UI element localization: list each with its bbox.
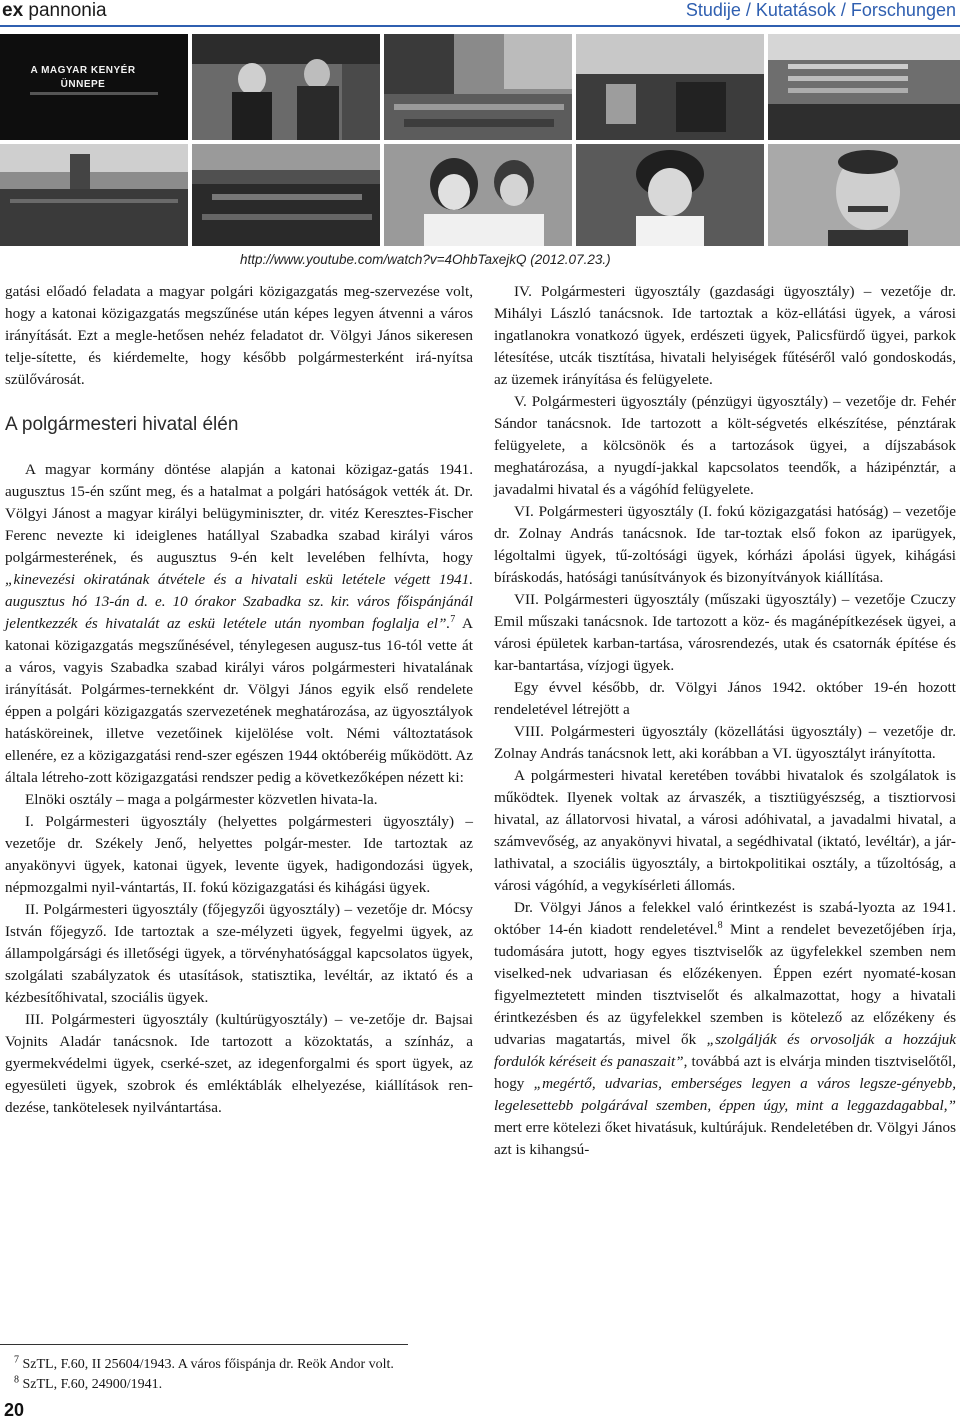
paragraph <box>494 897 956 1161</box>
film-still-officials <box>192 34 380 140</box>
section-heading: A polgármesteri hivatal élén <box>5 414 239 435</box>
quoted-text: „megértő, udvarias, emberséges legyen a város legsze-gényebb, legelesettebb polgárával szemben, éppen úgy, mint a leggazdagabbal,” <box>494 1075 956 1114</box>
paragraph: Elnöki osztály – maga a polgármester közvetlen hivata-la. <box>25 791 378 808</box>
section-title: Studije / Kutatások / Forschungen <box>685 0 956 20</box>
page-number: 20 <box>4 1400 25 1420</box>
film-still-stairs-crowd <box>768 34 960 140</box>
film-stills-grid <box>0 34 960 246</box>
film-still-title-card <box>0 34 188 140</box>
text-run: Dr. Völgyi János a felekkel való érintkezést is szabá-lyozta az 1941. október 14-én kiadott rendeletével. <box>494 899 956 938</box>
footnote-text: SzTL, F.60, II 25604/1943. A város főispánja dr. Reök Andor volt. <box>22 1357 394 1372</box>
paragraph: I. Polgármesteri ügyosztály (helyettes polgármesteri ügyosztály) – vezetője dr. Székely Jenő, helyettes polgár-mester. Ide tartoztak az anyakönyvi ügyek, katonai ügyek, levente ügyek, hadigondozási ügyek, népmozgalmi nyil-vántartás, II. fokú közigazgatási és kihágási ügyek. <box>5 813 473 896</box>
paragraph: Egy évvel később, dr. Völgyi János 1942. október 19-én hozott rendeletével létrejött a <box>494 679 956 718</box>
film-still-crowd-street <box>384 34 572 140</box>
paragraph <box>5 459 473 789</box>
quoted-text: „szolgálják és orvosolják a hozzájuk fordulók kéréseit és panaszait” <box>494 1031 956 1070</box>
page-header <box>0 0 960 28</box>
footnote-rule <box>0 1344 408 1345</box>
logo-name: pannonia <box>28 0 107 21</box>
paragraph: V. Polgármesteri ügyosztály (pénzügyi ügyosztály) – vezetője dr. Fehér Sándor tanácsnok. Ide tartozott a költ-ségvetés elkészítése, pénztárak felügyelete, a kölcsönök és a tartozások ügyei, a díjszabások meghatározása, a nyugdí-jakkal kapcsolatos teendők, a házipénztár, a javadalmi hivatal és a vágóhíd felügyelete. <box>494 393 956 498</box>
journal-logo <box>2 0 107 22</box>
paragraph: VIII. Polgármesteri ügyosztály (közellátási ügyosztály) – vezetője dr. Zolnay András tanácsnok lett, aki korábban a VI. ügyosztályt irányította. <box>494 723 956 762</box>
paragraph: VII. Polgármesteri ügyosztály (műszaki ügyosztály) – vezetője Czuczy Emil műszaki tanácsnok. Ide tartozott a köz- és magánépítkezések ügyei, a városi épületek karban-tartása, városrendezés, utak és csatornák építése és kar-bantartása, vízjogi ügyek. <box>494 591 956 674</box>
footnote-ref: 7 <box>450 613 456 625</box>
text-run: Mint a rendelet bevezetőjében írja, tudomására jutott, hogy egyes tisztviselők az ügyfelekkel szemben nem viselked-nek udvariasan és előzékenyen. Éppen ezért nyomaté-kosan figyelmeztetett minden tisztviselőt és alkalmazottat, hogy a hivatali érintkezésben és az ügyfelekkel szemben is kötelező az előzékeny és udvarias magatartás, mivel ők <box>494 921 957 1048</box>
film-still-square-crowd <box>0 144 188 246</box>
film-still-girls-portrait <box>384 144 572 246</box>
film-title-text: A MAGYAR KENYÉR ÜNNEPE <box>30 65 136 90</box>
footnote <box>14 1375 714 1395</box>
footnote-number: 8 <box>14 1374 19 1386</box>
text-run: A magyar kormány döntése alapján a katonai közigaz-gatás 1941. augusztus 15-én szűnt meg, és a hatalmat a polgári hatóságok vették át. Dr. Völgyi Jánost a magyar királyi belügyminiszter, dr. vitéz Keresztes-Fischer Ferenc nevezte ki ideiglenes hatállyal Szabadka szabad királyi város polgármesterének, és augusztus 9-én kelt levelében felhívta, hogy <box>5 461 473 566</box>
paragraph: VI. Polgármesteri ügyosztály (I. fokú közigazgatási hatóság) – vezetője dr. Zolnay András tanácsnok. Ide tar-toztak első fokon az iparügyek, légoltalmi ügyek, tű-zoltósági ügyek, kórházi ápolási ügyek, kihágási bíráskodás, hatósági tanúsítványok és bizonyítványok kiállítása. <box>494 503 956 586</box>
quoted-text: „kinevezési okiratának átvétele és a hivatali eskü letétele végett 1941. augusztus hó 13-án d. e. 10 órakor Szabadka sz. kir. város főispánjánál jelentkezzék és hivatalát az eskü letétele után nyomban foglalja el”. <box>5 571 473 632</box>
paragraph: IV. Polgármesteri ügyosztály (gazdasági ügyosztály) – vezetője dr. Mihályi László tanácsnok. Ide tartoztak a köz-ellátási ügyek, a városi ingatlanokra vonatkozó ügyek, erdészeti ügyek, Palicsfürdő ügyei, parkok létesítése, utcák tisztítása, hivatali helyiségek fűtéséről való gondoskodás, az üzemek irányítása és felügyelete. <box>494 283 956 388</box>
left-column <box>5 281 473 1119</box>
text-run: A katonai közigazgatás megszűnésével, ténylegesen augusz-tus 16-tól vette át a város, vagyis Szabadka szabad királyi város polgármesteri hivatalának irányítását. Polgármes-ternekként dr. Völgyi János egyik első rendelete éppen a polgári közigazgatás szervezetének meghatározása, az ügyosztályok hatásköreinek, illetve vezetőinek kijelölése volt. Némi változtatások ellenére, ez a közigazgatási rend-szer egészen 1944 októberéig működött. Az általa létreho-zott közigazgatási rendszer pedig a következőképen nézett ki: <box>5 615 473 786</box>
header-rule <box>0 25 960 27</box>
right-column <box>494 281 956 1161</box>
video-source-url[interactable]: http://www.youtube.com/watch?v=4OhbTaxejkQ (2012.07.23.) <box>240 252 611 267</box>
paragraph: III. Polgármesteri ügyosztály (kultúrügyosztály) – ve-zetője dr. Bajsai Vojnits Aladár tanácsnok. Ide tartozott a közoktatás, a színház, a gyermekvédelmi ügyek, cserké-szet, az idegenforgalmi és sport ügyek, az egyesületi ügyek, szobrok és emléktáblák elhelyezése, kiállítások ren-dezése, tankötelesek nyilvántartása. <box>5 1011 473 1116</box>
text-run: mert erre kötelezi őket hivatásuk, kultúrájuk. Rendeletében dr. Völgyi János azt is kihangsú- <box>494 1119 956 1158</box>
footnote-ref: 8 <box>717 919 723 931</box>
text-run: , továbbá azt is elvárja minden tisztviselőtől, hogy <box>494 1053 956 1092</box>
footnotes <box>14 1355 714 1395</box>
film-still-man-portrait <box>768 144 960 246</box>
paragraph: gatási előadó feladata a magyar polgári közigazgatás meg-szervezése volt, hogy a katonai közigazgatás megszűnése után képes legyen átvenni a város irányítását. Ezt a megle-hetősen nehéz feladatot dr. Völgyi János sikeresen telje-sítette, és kiérdemelte, hogy később polgármesterként irá-nyítsa szülővárosát. <box>5 283 473 388</box>
paragraph: II. Polgármesteri ügyosztály (főjegyzői ügyosztály) – vezetője dr. Mócsy István főjegyző. Ide tartoztak a sze-mélyzeti ügyek, fegyelmi ügyek, az állampolgársági és illetőségi ügyek, a törvényhatósággal kapcsolatos ügyek, szolgálati szabályzatok és utasítások, statisztika, levéltár, az iktató és a kézbesítőhivatal, szociális ügyek. <box>5 901 473 1006</box>
film-still-gathering <box>576 34 764 140</box>
logo-ex: ex <box>2 0 24 21</box>
footnote-number: 7 <box>14 1354 19 1366</box>
footnote <box>14 1355 714 1375</box>
paragraph: A polgármesteri hivatal keretében további hivatalok és szolgálatok is működtek. Ilyenek voltak az árvaszék, a tisztiügyészség, a tisztiorvosi hivatal, az állatorvosi hivatal, a városi adóhivatal, a javadalmi hivatal, a számvevőség, az anyakönyvi hivatal, a segédhivatal (iktató, levéltár), a jár-lathivatal, a szociális ügyosztály, a birtokpolitikai osztály, a tűzoltóság, a városi vágóhíd, a vegykísérleti állomás. <box>494 767 956 894</box>
film-still-mass-crowd <box>192 144 380 246</box>
film-still-child-portrait <box>576 144 764 246</box>
footnote-text: SzTL, F.60, 24900/1941. <box>22 1377 163 1392</box>
